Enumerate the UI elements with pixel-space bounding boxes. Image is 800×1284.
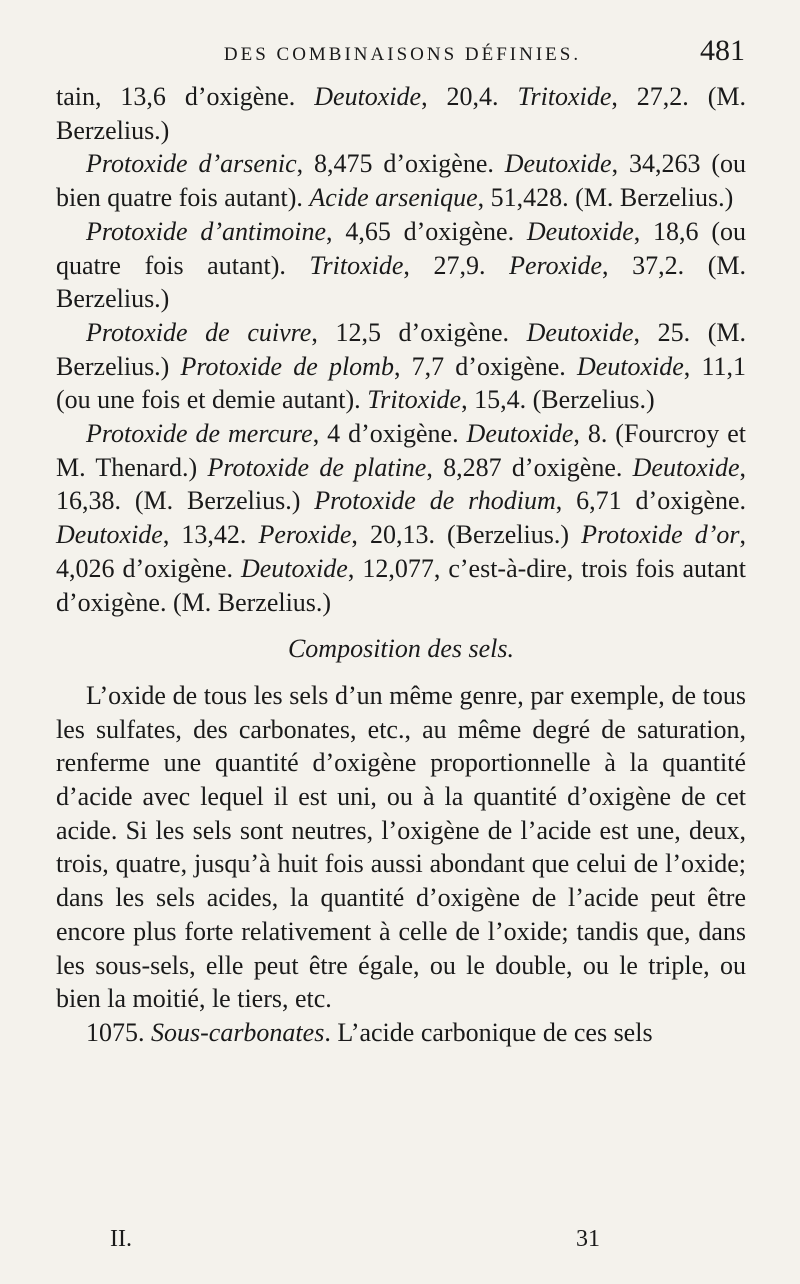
text-run: , 6,71 d’oxigène.	[555, 486, 746, 516]
page-number: 481	[700, 34, 745, 67]
gathering-number: 31	[576, 1226, 600, 1252]
text-run: , 12,077, c’est-à-dire, trois fois autant d’oxigène. (M. Berzelius.)	[56, 553, 746, 617]
paragraph	[56, 215, 746, 316]
paragraph	[56, 1016, 746, 1050]
text-run: , 8. (Fourcroy et M. Thenard.)	[56, 419, 746, 482]
italic-term: Protoxide de rhodium	[314, 486, 556, 516]
body-text	[56, 80, 746, 1050]
text-run: , 20,4.	[421, 82, 518, 111]
italic-term: Tritoxide	[309, 250, 404, 280]
text-run: , 12,5 d’oxigène.	[311, 317, 527, 347]
paragraph	[56, 679, 746, 1016]
italic-term: Acide arsenique	[309, 183, 478, 213]
text-run: , 27,9.	[403, 250, 510, 280]
text-run: , 4,65 d’oxigène.	[326, 216, 527, 246]
italic-term: Protoxide d’antimoine	[86, 216, 327, 246]
italic-term: Deutoxide	[526, 216, 634, 246]
paragraph	[56, 80, 746, 147]
italic-term: Protoxide de platine	[207, 452, 427, 482]
paragraph	[56, 316, 746, 417]
text-run: , 27,2. (M. Berzelius.)	[56, 82, 747, 145]
text-run: L’oxide de tous les sels d’un même genre, par exemple, de tous les sulfates, des carbonates, etc., au même degré de saturation, renferme une quantité d’oxigène proportionnelle à la quantité d’acide avec lequel il est uni, ou à la quantité d’oxigène de cet acide. Si les sels sont neutres, l’oxigène de l’acide est une, deux, trois, quatre, jusqu’à huit fois aussi abondant que celui de l’oxide; dans les sels acides, la quantité d’oxigène de l’acide peut être encore plus forte relativement à celle de l’oxide; tandis que, dans les sous-sels, elle peut être égale, ou le double, ou le triple, ou bien la moitié, le tiers, etc.	[56, 680, 746, 1014]
italic-term: Peroxide	[509, 250, 602, 280]
text-run: , 25. (M. Berzelius.)	[56, 317, 746, 381]
italic-term: Sous-carbonates	[151, 1017, 325, 1047]
text-run: , 15,4. (Berzelius.)	[461, 385, 655, 415]
text-run: Composition des sels.	[287, 634, 515, 664]
italic-term: Deutoxide	[466, 419, 574, 449]
italic-term: Deutoxide	[576, 351, 684, 381]
italic-term: Deutoxide	[240, 553, 348, 583]
text-run: , 4 d’oxigène.	[312, 419, 467, 449]
italic-term: Tritoxide	[517, 82, 612, 111]
italic-term: Deutoxide	[526, 317, 634, 347]
section-heading	[56, 632, 746, 666]
text-run: , 4,026 d’oxigène.	[56, 520, 747, 583]
text-run: . L’acide carbonique de ces sels	[324, 1017, 653, 1047]
text-run: 1075.	[86, 1017, 151, 1047]
signature-mark: II.	[110, 1226, 132, 1252]
text-run: , 8,475 d’oxigène.	[296, 149, 505, 179]
italic-term: Protoxide de cuivre	[86, 317, 312, 347]
running-title: DES COMBINAISONS DÉFINIES.	[223, 44, 582, 65]
italic-term: Peroxide	[258, 520, 352, 550]
page-footer	[110, 1226, 600, 1266]
text-run: , 8,287 d’oxigène.	[426, 452, 633, 482]
italic-term: Deutoxide	[504, 149, 612, 179]
page-header	[60, 30, 745, 80]
text-run: tain, 13,6 d’oxigène.	[56, 82, 315, 111]
text-run: , 18,6 (ou quatre fois autant).	[56, 216, 746, 280]
text-run: , 20,13. (Berzelius.)	[351, 520, 582, 550]
paragraph	[56, 147, 746, 214]
text-run: , 16,38. (M. Berzelius.)	[56, 452, 746, 516]
italic-term: Deutoxide	[632, 452, 740, 482]
italic-term: Tritoxide	[367, 385, 462, 415]
italic-term: Protoxide d’arsenic	[86, 149, 297, 179]
text-run: , 34,263 (ou bien quatre fois autant).	[56, 149, 746, 213]
text-run: , 7,7 d’oxigène.	[393, 351, 577, 381]
text-run: , 51,428. (M. Berzelius.)	[477, 183, 734, 213]
italic-term: Protoxide d’or	[581, 520, 740, 550]
paragraph	[56, 417, 746, 619]
text-run: , 13,42.	[162, 520, 259, 550]
italic-term: Protoxide de mercure	[86, 419, 313, 449]
text-run: , 11,1 (ou une fois et demie autant).	[56, 351, 747, 415]
italic-term: Protoxide de plomb	[180, 351, 394, 381]
text-run: , 37,2. (M. Berzelius.)	[56, 250, 746, 314]
italic-term: Deutoxide	[314, 82, 422, 111]
italic-term: Deutoxide	[56, 520, 163, 550]
